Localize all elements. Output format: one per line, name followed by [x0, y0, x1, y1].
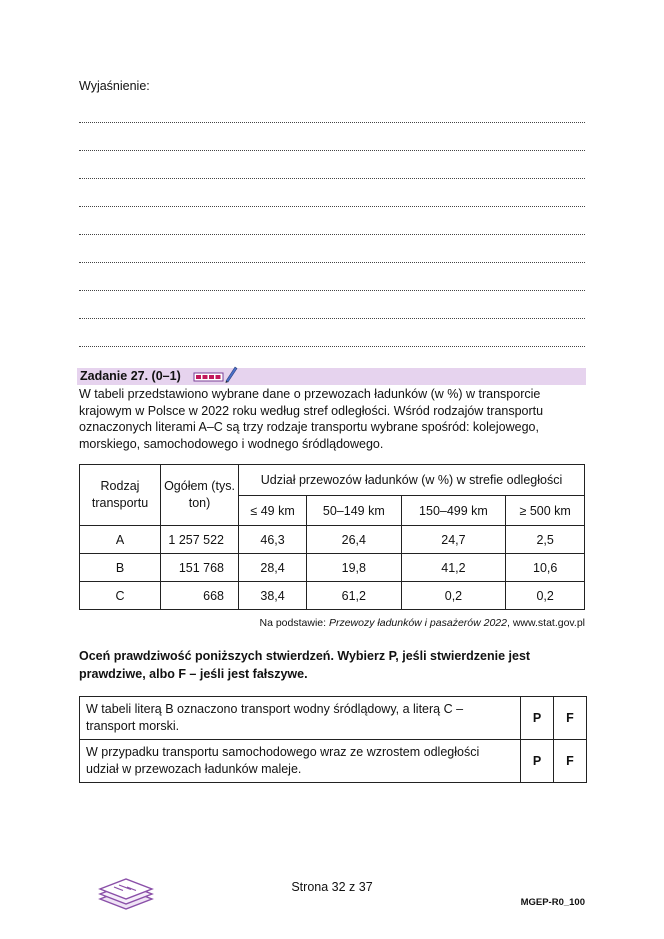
table-source — [260, 617, 586, 629]
answer-f-button[interactable]: F — [554, 697, 587, 740]
task-title: Zadanie 27. (0–1) — [80, 369, 181, 383]
answer-p-button[interactable]: P — [521, 740, 554, 783]
answer-line[interactable] — [79, 290, 585, 291]
cell-type: A — [80, 526, 161, 554]
source-suffix: , www.stat.gov.pl — [506, 617, 585, 629]
exam-code: MGEP-R0_100 — [520, 897, 585, 908]
answer-line[interactable] — [79, 150, 585, 151]
cell-value: 61,2 — [307, 582, 401, 610]
table-row — [80, 554, 585, 582]
answer-line[interactable] — [79, 178, 585, 179]
tool-calculator-pen-icon — [193, 364, 238, 384]
explanation-label: Wyjaśnienie: — [79, 79, 150, 93]
cell-value: 19,8 — [307, 554, 401, 582]
cell-value: 24,7 — [401, 526, 506, 554]
cell-type: B — [80, 554, 161, 582]
answer-line[interactable] — [79, 234, 585, 235]
header-share: Udział przewozów ładunków (w %) w strefie odległości — [239, 465, 585, 496]
cell-value: 41,2 — [401, 554, 506, 582]
answer-line[interactable] — [79, 262, 585, 263]
header-total: Ogółem (tys. ton) — [161, 465, 239, 526]
cell-type: C — [80, 582, 161, 610]
cell-value: 10,6 — [506, 554, 585, 582]
cell-total: 668 — [161, 582, 239, 610]
task-intro: W tabeli przedstawiono wybrane dane o przewozach ładunków (w %) w transporcie krajowym w Polsce w 2022 roku według stref odległości. Wśród rodzajów transportu oznaczonych literami A–C są trzy rodzaje transportu wybrane spośród: kolejowego, morskiego, samochodowego i wodnego śródlądowego. — [79, 387, 544, 451]
cell-total: 1 257 522 — [161, 526, 239, 554]
table-row — [80, 582, 585, 610]
answer-line[interactable] — [79, 122, 585, 123]
cell-value: 26,4 — [307, 526, 401, 554]
answer-p-button[interactable]: P — [521, 697, 554, 740]
source-title: Przewozy ładunków i pasażerów 2022 — [328, 617, 507, 629]
zone-header: 150–499 km — [401, 496, 506, 526]
header-transport-type: Rodzaj transportu — [80, 465, 161, 526]
answer-line[interactable] — [79, 346, 585, 347]
answer-line[interactable] — [79, 318, 585, 319]
zone-header: ≤ 49 km — [239, 496, 307, 526]
table-row — [80, 526, 585, 554]
page-number: Strona 32 z 37 — [291, 880, 373, 894]
zone-header: 50–149 km — [307, 496, 401, 526]
cell-total: 151 768 — [161, 554, 239, 582]
zone-header: ≥ 500 km — [506, 496, 585, 526]
transport-data-table — [79, 464, 585, 610]
statement-text: W przypadku transportu samochodowego wraz ze wzrostem odległości udział w przewozach ładunków maleje. — [80, 740, 521, 783]
cell-value: 0,2 — [401, 582, 506, 610]
cell-value: 38,4 — [239, 582, 307, 610]
cell-value: 28,4 — [239, 554, 307, 582]
answer-line[interactable] — [79, 206, 585, 207]
answer-f-button[interactable]: F — [554, 740, 587, 783]
cell-value: 2,5 — [506, 526, 585, 554]
true-false-table — [79, 696, 587, 783]
statement-text: W tabeli literą B oznaczono transport wodny śródlądowy, a literą C – transport morski. — [80, 697, 521, 740]
cell-value: 0,2 — [506, 582, 585, 610]
statement-row — [80, 740, 587, 783]
statement-row — [80, 697, 587, 740]
instruction: Oceń prawdziwość poniższych stwierdzeń. Wybierz P, jeśli stwierdzenie jest prawdziwe, albo F – jeśli jest fałszywe. — [79, 649, 531, 681]
source-prefix: Na podstawie: — [259, 617, 329, 629]
cell-value: 46,3 — [239, 526, 307, 554]
